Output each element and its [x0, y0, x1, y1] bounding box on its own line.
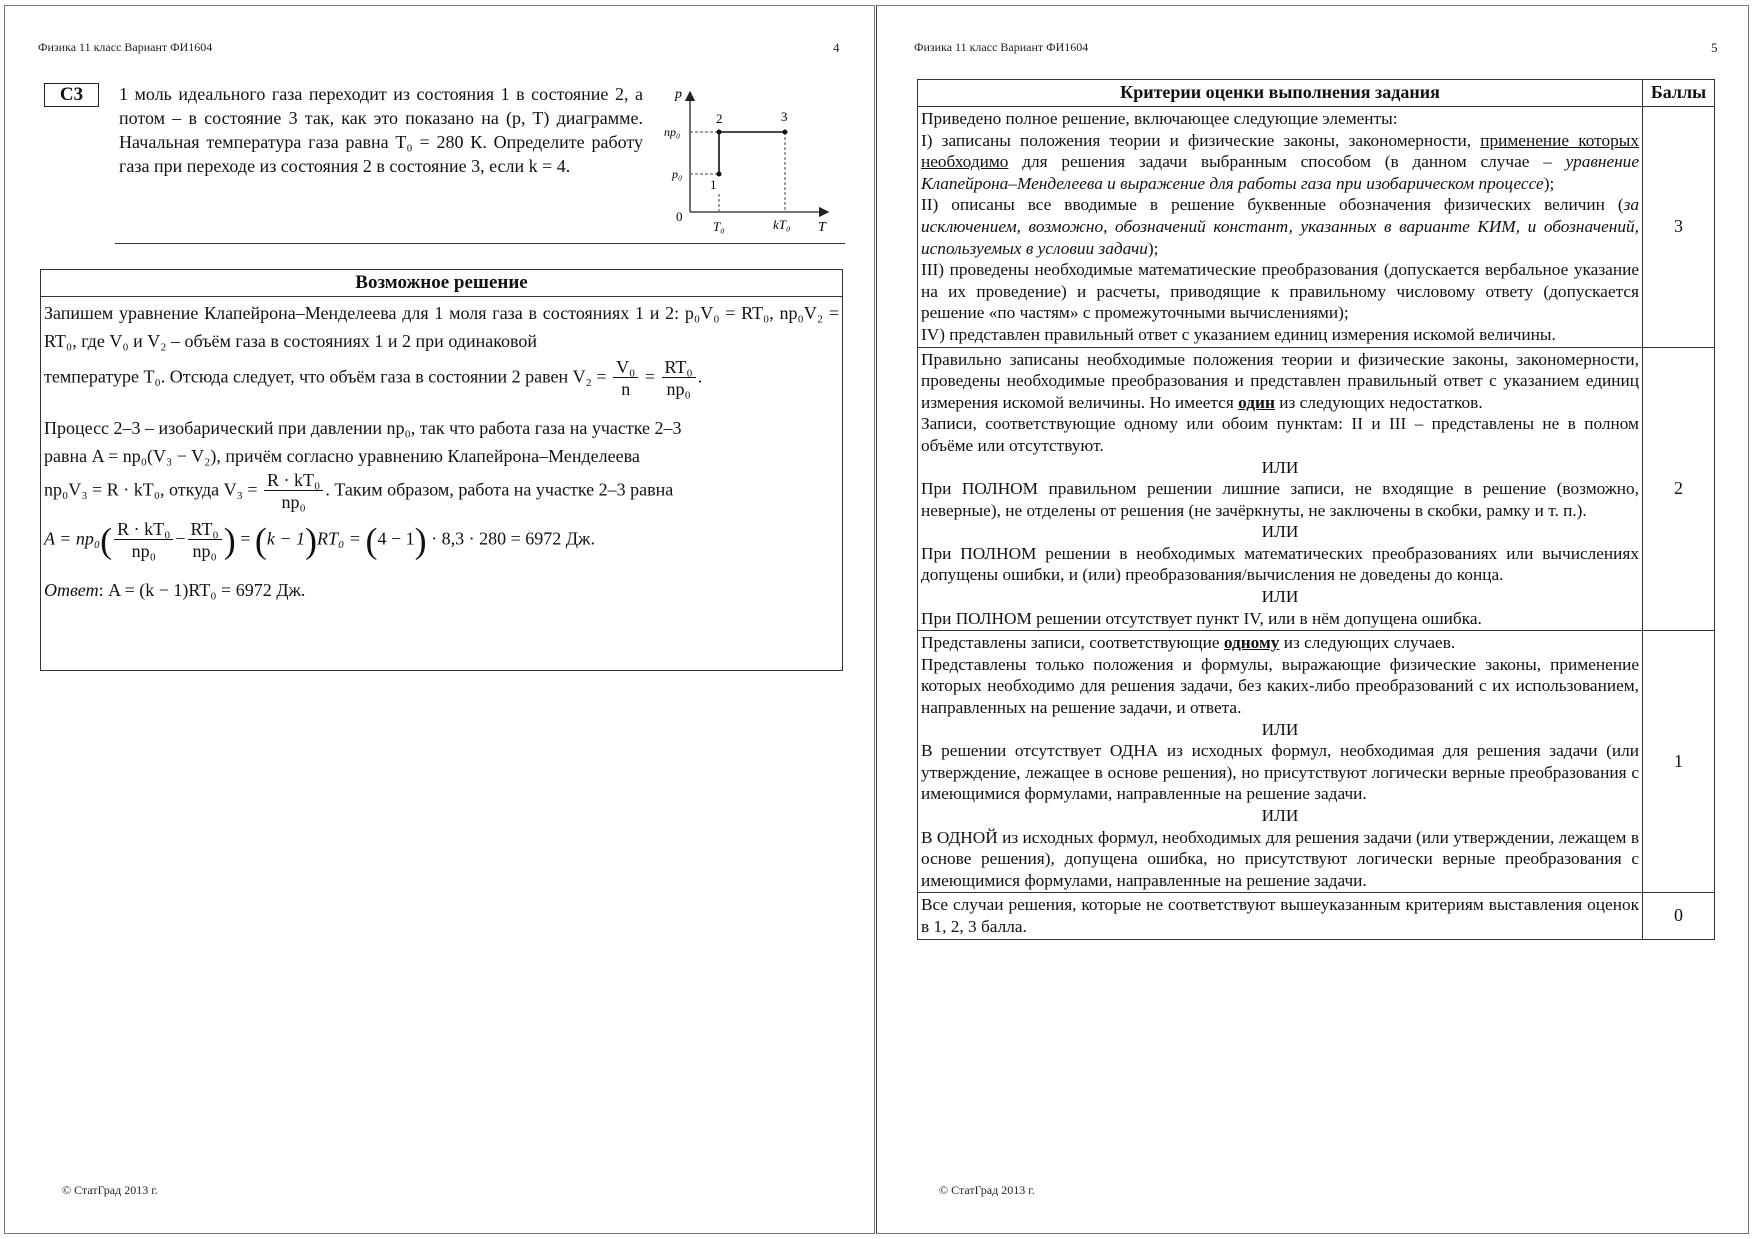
label-point-1: 1 [710, 177, 717, 192]
page-footer: © СтатГрад 2013 г. [62, 1183, 158, 1197]
header-criteria: Критерии оценки выполнения задания [918, 80, 1643, 107]
right-page [876, 5, 1749, 1234]
solution-v3-text: np₀V₃ = R · kT₀, откуда V₃ = [44, 479, 258, 500]
label-point-3: 3 [781, 109, 788, 124]
solution-paragraph-2a: Процесс 2–3 – изобарический при давлении np₀, так что работа газа на участке 2–3 [44, 418, 682, 438]
task-text: 1 моль идеального газа переходит из состояния 1 в состояние 2, а потом – в состояние 3 так, как это показано на (p, T) диаграмме. Начальная температура газа равна T₀ = 280 К. Определите работу газа при переходе из состояния 2 в состояние 3, если k = 4. [119, 84, 643, 176]
solution-paragraph-1: Запишем уравнение Клапейрона–Менделеева для 1 моля газа в состояниях 1 и 2: p₀V₀ = RT₀, np₀V₂ = RT₀, где V₀ и V₂ – объём газа в состояниях 1 и 2 при одинаковой [44, 303, 839, 351]
score-1: 1 [1643, 631, 1715, 893]
criteria-0: Все случаи решения, которые не соответствуют вышеуказанным критериям выставления оценок в 1, 2, 3 балла. [918, 893, 1643, 939]
criteria-table [917, 79, 1715, 940]
solution-body [41, 297, 842, 606]
solution-box [40, 269, 843, 671]
origin-label: 0 [676, 209, 683, 224]
fraction-rt0-np0: $\frac{\text{RT₀}}{\text{np₀}}$ [662, 357, 696, 400]
solution-paragraph-2c [44, 470, 839, 513]
page-header: Физика 11 класс Вариант ФИ1604 [38, 40, 213, 54]
score-3: 3 [1643, 107, 1715, 348]
table-row [918, 107, 1715, 348]
pt-diagram [660, 84, 835, 236]
tick-p0: p₀ [672, 167, 683, 181]
fraction-work-1: $\frac{\text{R · kT₀}}{\text{np₀}}$ [114, 519, 173, 562]
table-row [918, 631, 1715, 893]
table-row [918, 347, 1715, 631]
fraction-v3: $\frac{\text{R · kT₀}}{\text{np₀}}$ [264, 470, 323, 513]
point-3 [783, 130, 788, 135]
point-1 [717, 172, 722, 177]
score-2: 2 [1643, 347, 1715, 631]
tick-t0: T₀ [713, 219, 725, 234]
solution-v2-text: температуре T₀. Отсюда следует, что объём газа в состоянии 2 равен V₂ = [44, 366, 607, 387]
solution-work-equation: A = np₀( $\frac{\text{R · kT₀}}{\text{np₀}}$ − $\frac{\text{RT₀}}{\text{np₀}}$ ) = (k − 1)RT₀ = (4 − 1) · 8,3 · 280 = 6972 Дж. [44, 519, 595, 561]
task-divider [115, 243, 845, 244]
task-label: С3 [44, 83, 99, 107]
score-0: 0 [1643, 893, 1715, 939]
criteria-2: Правильно записаны необходимые положения теории и физические законы, закономерности, проведены необходимые преобразования и представлен правильный ответ с указанием единиц измерения искомой величины. Но имеется один из следующих недостатков. Записи, соответствующие одному или обоим пунктам: II и III – представлены не в полном объёме или отсутствуют. ИЛИ При ПОЛНОМ правильном решении лишние записи, не входящие в решение (возможно, неверные), не отделены от решения (не зачёркнуты, не заключены в скобки, рамку и т. п.). ИЛИ При ПОЛНОМ решении в необходимых математических преобразованиях или вычислениях допущены ошибки, и (или) преобразования/вычисления не доведены до конца. ИЛИ При ПОЛНОМ решении отсутствует пункт IV, или в нём допущена ошибка. [918, 347, 1643, 631]
solution-v3-tail: . Таким образом, работа на участке 2–3 равна [325, 479, 674, 500]
solution-title: Возможное решение [41, 270, 842, 297]
solution-answer: Ответ: A = (k − 1)RT₀ = 6972 Дж. [44, 580, 306, 600]
page-number: 5 [1711, 40, 1718, 55]
tick-np0: np₀ [664, 125, 681, 139]
point-2 [717, 130, 722, 135]
fraction-work-2: $\frac{\text{RT₀}}{\text{np₀}}$ [188, 519, 222, 562]
page-footer: © СтатГрад 2013 г. [939, 1183, 1035, 1197]
criteria-3: Приведено полное решение, включающее следующие элементы: I) записаны положения теории и физические законы, закономерности, применение которых необходимо для решения задачи выбранным способом (в данном случае – уравнение Клапейрона–Менделеева и выражение для работы газа при изобарическом процессе); II) описаны все вводимые в решение буквенные обозначения физических величин (за исключением, возможно, обозначений констант, указанных в варианте КИМ, и обозначений, используемых в условии задачи); III) проведены необходимые математические преобразования (допускается вербальное указание на их проведение) и расчеты, приводящие к правильному числовому ответу (допускается решение «по частям» с промежуточными вычислениями); IV) представлен правильный ответ с указанием единиц измерения искомой величины. [918, 107, 1643, 348]
solution-paragraph-2b: равна A = np₀(V₃ − V₂), причём согласно уравнению Клапейрона–Менделеева [44, 446, 640, 466]
left-page [4, 5, 875, 1234]
page-header: Физика 11 класс Вариант ФИ1604 [914, 40, 1089, 54]
label-point-2: 2 [716, 111, 723, 126]
criteria-1: Представлены записи, соответствующие одному из следующих случаев. Представлены только положения и формулы, выражающие физические законы, применение которых необходимо для решения задачи, без каких-либо преобразований с их использованием, направленных на решение задачи, и ответа. ИЛИ В решении отсутствует ОДНА из исходных формул, необходимая для решения задачи (или утверждение, лежащее в основе решения), но присутствуют логически верные преобразования с имеющимися формулами, направленные на решение задачи. ИЛИ В ОДНОЙ из исходных формул, необходимых для решения задачи (или утверждении, лежащем в основе решения), допущена ошибка, но присутствуют логически верные преобразования с имеющимися формулами, направленные на решение задачи. [918, 631, 1643, 893]
axis-x-label: T [818, 220, 826, 235]
page-number: 4 [833, 40, 840, 55]
solution-paragraph-1b: температуре T₀. Отсюда следует, что объём газа в состоянии 2 равен V₂ = $\frac{\text{V₀}}{n}$ = $\frac{\text{RT₀}}{\text{np₀}}$ . [44, 357, 703, 399]
fraction-v0-n: $\frac{\text{V₀}}{n}$ [613, 357, 638, 400]
axis-y-label: p [675, 87, 682, 102]
tick-kt0: kT₀ [773, 217, 791, 232]
header-points: Баллы [1643, 80, 1715, 107]
table-row [918, 893, 1715, 939]
table-header-row [918, 80, 1715, 107]
